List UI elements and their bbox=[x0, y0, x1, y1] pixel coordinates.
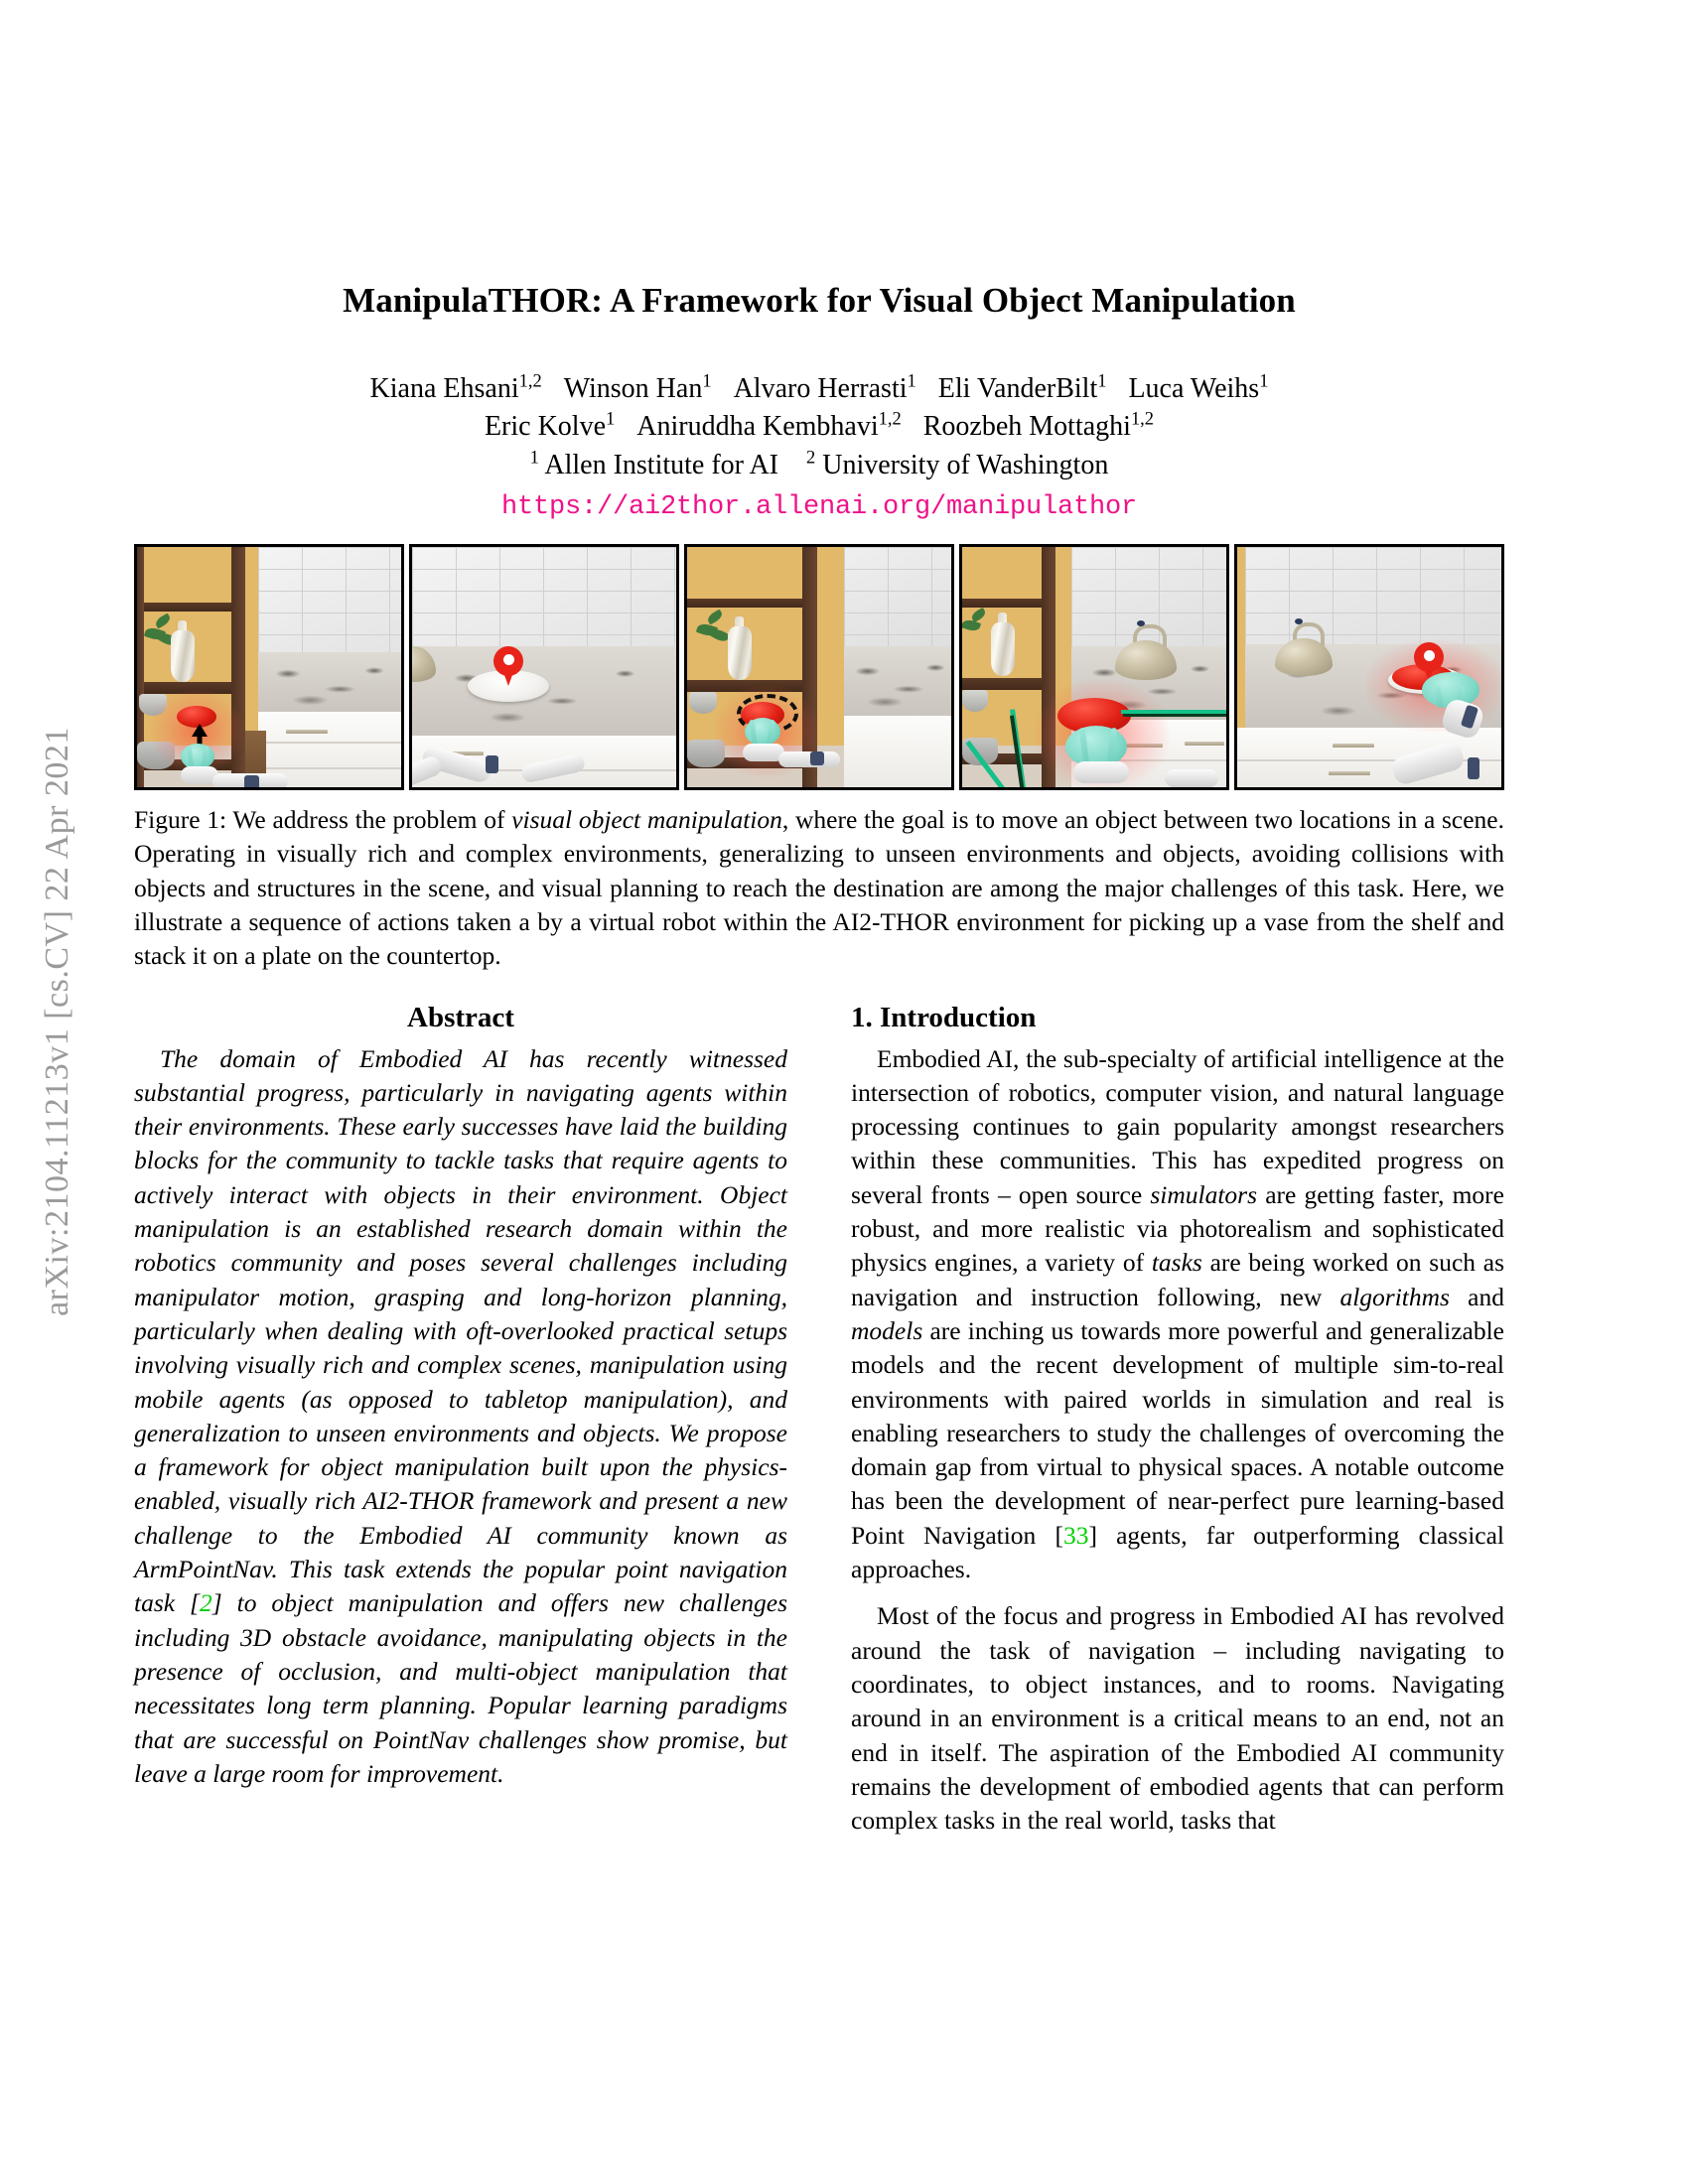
abstract-text-2: ] to object manipulation and offers new challenges including 3D obstacle avoidance, manipulating objects in the presence of occlusion, and multi-object manipulation that necessitates long term planning. Popular learning paradigms that are successful on PointNav challenges show promise, but leave a large room for improvement. bbox=[134, 1588, 787, 1788]
project-url-link[interactable]: https://ai2thor.allenai.org/manipulathor bbox=[500, 492, 1138, 523]
affiliation-2: University of Washington bbox=[822, 449, 1109, 480]
caption-text-2: , where the goal is to move an object between two locations in a scene. Operating in visually rich and complex environments, generalizing to unseen environments and objects, avoiding collisions with objects and structures in the scene, and visual planning to reach the destination are among the major challenges of this task. Here, we illustrate a sequence of actions taken a by a virtual robot within the AI2-THOR environment for picking up a vase from the shelf and stack it on a plate on the countertop. bbox=[134, 805, 1504, 971]
affiliation-2-sup: 2 bbox=[806, 447, 816, 468]
author-row-2 bbox=[134, 408, 1504, 446]
arxiv-stamp: arXiv:2104.11213v1 [cs.CV] 22 Apr 2021 bbox=[39, 727, 75, 1316]
figure-panel-5 bbox=[1234, 544, 1504, 790]
abstract-paragraph bbox=[134, 1042, 787, 1792]
introduction-heading: 1. Introduction bbox=[851, 1001, 1037, 1033]
intro-citation: 33 bbox=[1062, 1520, 1089, 1550]
affiliation-row bbox=[134, 447, 1504, 484]
planned-path-line bbox=[1123, 714, 1229, 717]
figure-panel-4 bbox=[959, 544, 1229, 790]
figure-label: Figure 1: bbox=[134, 805, 227, 835]
intro-em-tasks: tasks bbox=[1151, 1248, 1202, 1278]
caption-emphasis: visual object manipulation bbox=[511, 805, 782, 835]
left-column bbox=[134, 1002, 787, 1839]
author-row-1 bbox=[134, 370, 1504, 408]
intro-text-f: ] agents, far outperforming classical approaches. bbox=[851, 1520, 1504, 1584]
affiliation-1-sup: 1 bbox=[529, 447, 539, 468]
figure-1-image bbox=[134, 544, 1504, 790]
author-affil-sup: 1,2 bbox=[878, 409, 902, 430]
intro-em-simulators: simulators bbox=[1150, 1179, 1258, 1209]
caption-text-1: We address the problem of bbox=[226, 805, 512, 835]
author-affil-sup: 1 bbox=[606, 409, 616, 430]
author-eli-vanderbilt: Eli VanderBilt$^1$ bbox=[937, 370, 1107, 404]
author-affil-sup: 1 bbox=[1097, 370, 1107, 391]
destination-pin-icon bbox=[1414, 642, 1444, 672]
right-column bbox=[851, 1002, 1504, 1839]
figure-panel-3 bbox=[684, 544, 954, 790]
figure-panel-1 bbox=[134, 544, 404, 790]
affiliation-1: Allen Institute for AI bbox=[544, 449, 778, 480]
author-list bbox=[134, 370, 1504, 484]
abstract-text-1: The domain of Embodied AI has recently witnessed substantial progress, particularly in navigating agents within their environments. These early successes have laid the building blocks for the community to tackle tasks that require agents to actively interact with objects in their environment. Object manipulation is an established research domain within the robotics community and poses several challenges including manipulator motion, grasping and long-horizon planning, particularly when dealing with oft-overlooked practical setups involving visually rich and complex scenes, manipulation using mobile agents (as opposed to tabletop manipulation), and generalization to unseen environments and objects. We propose a framework for object manipulation built upon the physics-enabled, visually rich AI2-THOR framework and present a new challenge to the Embodied AI community known as ArmPointNav. This task extends the popular point navigation task [ bbox=[134, 1043, 787, 1618]
author-roozbeh-mottaghi: Roozbeh Mottaghi$^{1,2}$ bbox=[922, 409, 1155, 443]
intro-text-c: are being worked on such as navigation and instruction following, new bbox=[851, 1248, 1504, 1311]
author-affil-sup: 1 bbox=[702, 370, 712, 391]
body-columns bbox=[134, 1002, 1504, 1839]
intro-text-a: Embodied AI, the sub-specialty of artificial intelligence at the intersection of robotics, computer vision, and natural language processing continues to gain popularity amongst researchers within these communities. This has expedited progress on several fronts – open source bbox=[851, 1043, 1504, 1209]
author-aniruddha-kembhavi: Aniruddha Kembhavi$^{1,2}$ bbox=[636, 409, 902, 443]
author-winson-han: Winson Han$^1$ bbox=[563, 370, 712, 404]
author-alvaro-herrasti: Alvaro Herrasti$^1$ bbox=[733, 370, 916, 404]
intro-em-algorithms: algorithms bbox=[1339, 1282, 1450, 1311]
page-title: ManipulaTHOR: A Framework for Visual Object Manipulation bbox=[343, 281, 1296, 320]
intro-text-e: are inching us towards more powerful and generalizable models and the recent development of multiple sim-to-real environments with paired worlds in simulation and real is enabling researchers to study the challenges of overcoming the domain gap from virtual to physical spaces. A notable outcome has been the development of near-perfect pure learning-based Point Navigation [ bbox=[851, 1315, 1504, 1550]
figure-caption bbox=[134, 803, 1504, 973]
author-affil-sup: 1 bbox=[907, 370, 916, 391]
author-kiana-ehsani: Kiana Ehsani$^{1,2}$ bbox=[369, 370, 542, 404]
abstract-citation: 2 bbox=[199, 1588, 212, 1618]
intro-text-d: and bbox=[1449, 1282, 1504, 1311]
author-affil-sup: 1,2 bbox=[1130, 409, 1155, 430]
author-affil-sup: 1,2 bbox=[518, 370, 542, 391]
figure-panel-2 bbox=[409, 544, 679, 790]
intro-text-b: are getting faster, more robust, and more realistic via photorealism and sophisticated physics engines, a variety of bbox=[851, 1179, 1504, 1278]
abstract-heading: Abstract bbox=[407, 1001, 514, 1033]
author-eric-kolve: Eric Kolve$^1$ bbox=[484, 409, 616, 443]
destination-pin-icon bbox=[493, 646, 523, 676]
intro-em-models: models bbox=[851, 1315, 923, 1345]
introduction-paragraph-1 bbox=[851, 1042, 1504, 1587]
paper-content bbox=[134, 0, 1504, 1838]
author-affil-sup: 1 bbox=[1259, 370, 1269, 391]
author-luca-weihs: Luca Weihs$^1$ bbox=[1128, 370, 1269, 404]
introduction-paragraph-2: Most of the focus and progress in Embodied AI has revolved around the task of navigation – including navigating to coordinates, to object instances, and to rooms. Navigating around in an environment is a critical means to an end, not an end in itself. The aspiration of the Embodied AI community remains the development of embodied agents that can perform complex tasks in the real world, tasks that bbox=[851, 1601, 1504, 1836]
